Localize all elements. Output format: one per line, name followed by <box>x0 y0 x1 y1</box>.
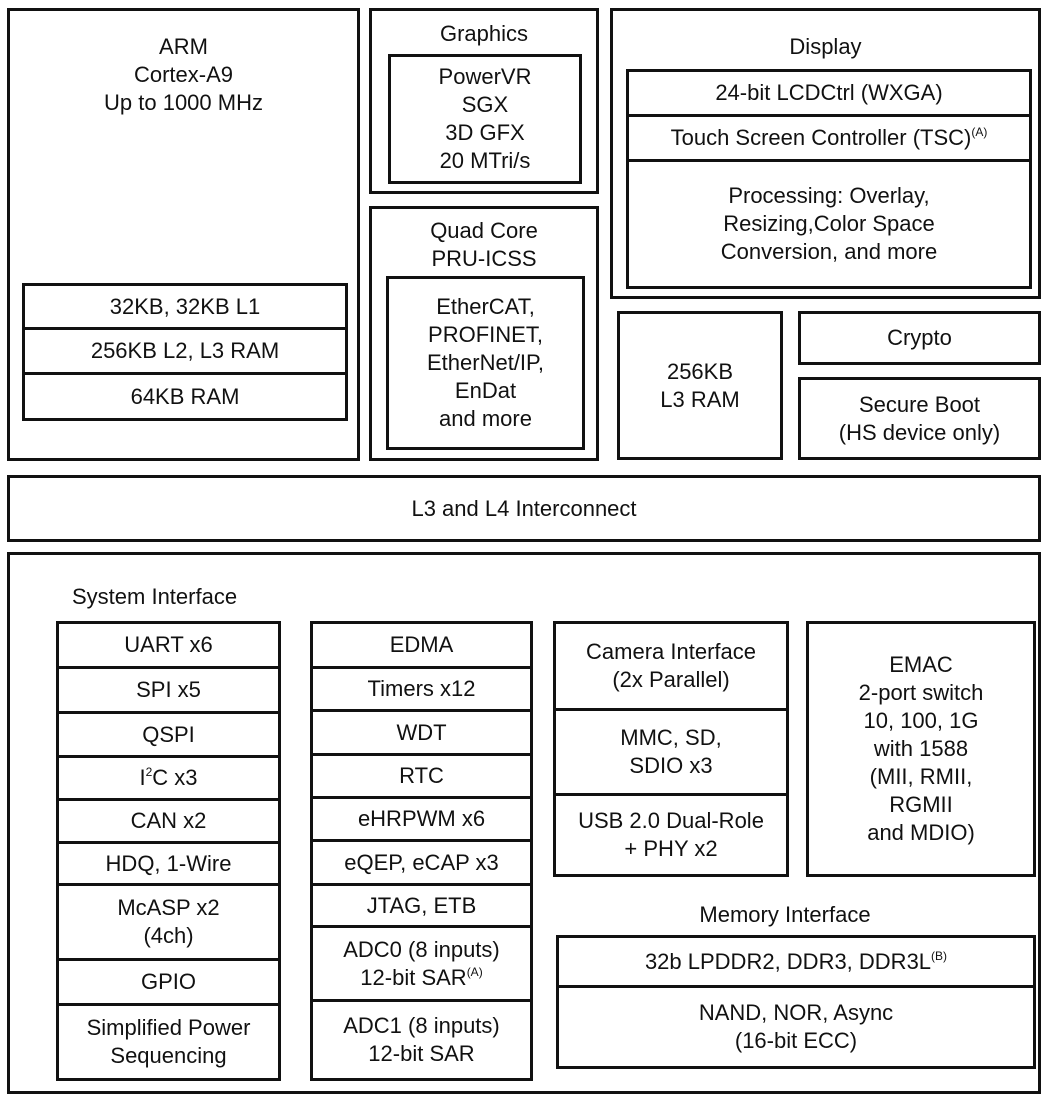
graphics-block <box>369 8 599 194</box>
i2c <box>59 755 278 798</box>
uart: UART x6 <box>124 632 213 657</box>
tsc-label: Touch Screen Controller (TSC) <box>670 125 972 150</box>
arm-block <box>7 8 360 461</box>
ddr-footnote: (B) <box>931 948 948 963</box>
wdt: WDT <box>313 709 530 753</box>
ehrpwm: eHRPWM x6 <box>313 796 530 839</box>
pru-protocols: EtherCAT, PROFINET, EtherNet/IP, EnDat and more <box>386 276 585 450</box>
i2c-rest: C x3 <box>152 765 198 790</box>
hdq: HDQ, 1-Wire <box>59 841 278 883</box>
timers: Timers x12 <box>313 666 530 709</box>
jtag-etb: JTAG, ETB <box>313 883 530 925</box>
arm-ram: 64KB RAM <box>25 372 345 418</box>
adc0-line1: ADC0 (8 inputs) <box>343 936 500 962</box>
adc0-line2 <box>360 964 482 992</box>
arm-l1: 32KB, 32KB L1 <box>109 293 261 319</box>
interconnect-block: L3 and L4 Interconnect <box>7 475 1041 542</box>
spi: SPI x5 <box>59 666 278 711</box>
lcd-controller: 24-bit LCDCtrl (WXGA) <box>715 80 943 105</box>
system-col-2 <box>310 621 533 1081</box>
camera-interface: Camera Interface (2x Parallel) <box>586 639 756 692</box>
arm-title: ARM Cortex-A9 Up to 1000 MHz <box>104 34 263 115</box>
ddr <box>559 938 1033 985</box>
adc0-sar: 12-bit SAR <box>360 964 467 990</box>
system-col-1 <box>56 621 281 1081</box>
emac-block: EMAC 2-port switch 10, 100, 1G with 1588 (MII, RMII, RGMII and MDIO) <box>806 621 1036 877</box>
crypto-block: Crypto <box>798 311 1041 365</box>
l3-ram-block: 256KB L3 RAM <box>617 311 783 460</box>
touch-screen-controller <box>629 114 1029 159</box>
adc0-footnote: (A) <box>466 964 483 979</box>
arm-memory-stack <box>22 283 348 421</box>
display-block <box>610 8 1041 299</box>
can: CAN x2 <box>59 798 278 841</box>
memory-interface-block <box>556 935 1036 1069</box>
pru-title: Quad Core PRU-ICSS <box>430 218 538 271</box>
graphics-title: Graphics <box>439 21 529 46</box>
secure-boot-block: Secure Boot (HS device only) <box>798 377 1041 460</box>
usb: USB 2.0 Dual-Role + PHY x2 <box>556 793 786 874</box>
system-interface-label: System Interface <box>72 584 238 609</box>
ddr-label: 32b LPDDR2, DDR3, DDR3L <box>644 948 932 974</box>
mmc-sd: MMC, SD, SDIO x3 <box>556 708 786 793</box>
mcasp: McASP x2 (4ch) <box>59 883 278 958</box>
power-sequencing: Simplified Power Sequencing <box>59 1003 278 1078</box>
i2c-i: I <box>139 765 146 790</box>
arm-l2: 256KB L2, L3 RAM <box>25 327 345 372</box>
display-title: Display <box>789 34 862 59</box>
display-processing: Processing: Overlay, Resizing,Color Space Conversion, and more <box>629 159 1029 286</box>
i2c-sup: 2 <box>145 765 153 779</box>
qspi: QSPI <box>59 711 278 755</box>
eqep-ecap: eQEP, eCAP x3 <box>313 839 530 883</box>
nand-nor: NAND, NOR, Async (16-bit ECC) <box>559 985 1033 1066</box>
rtc: RTC <box>313 753 530 796</box>
tsc-footnote: (A) <box>971 125 988 139</box>
graphics-core: PowerVR SGX 3D GFX 20 MTri/s <box>388 54 582 184</box>
memory-interface-label: Memory Interface <box>699 902 871 927</box>
system-col-3 <box>553 621 789 877</box>
gpio: GPIO <box>59 958 278 1003</box>
edma: EDMA <box>389 632 454 657</box>
adc0 <box>313 925 530 999</box>
display-stack <box>626 69 1032 289</box>
adc1: ADC1 (8 inputs) 12-bit SAR <box>313 999 530 1078</box>
pru-icss-block <box>369 206 599 461</box>
